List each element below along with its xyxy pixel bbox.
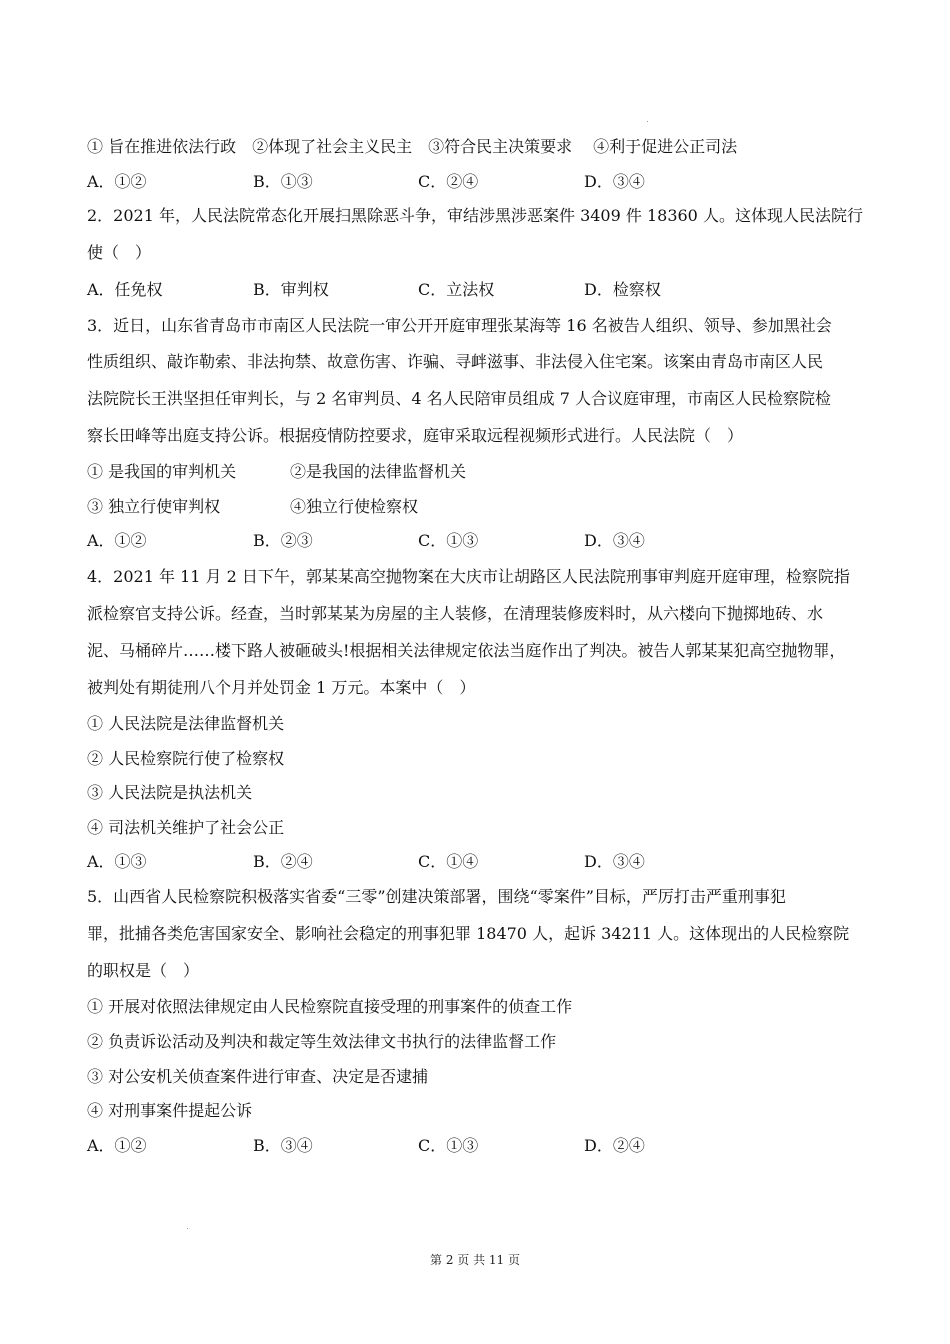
q2-option-d: D．检察权 bbox=[584, 280, 661, 299]
q3-stem-line: 法院院长王洪坚担任审判长，与 2 名审判员、4 名人民陪审员组成 7 人合议庭审理，市南区人民检察院检 bbox=[87, 389, 831, 408]
q2-option-c: C．立法权 bbox=[418, 280, 495, 299]
q4-stem-line: 派检察官支持公诉。经查，当时郭某某为房屋的主人装修，在清理装修废料时，从六楼向下抛掷地砖、水 bbox=[87, 604, 824, 623]
decorative-dot bbox=[647, 121, 648, 122]
q4-stem-line: 4．2021 年 11 月 2 日下午，郭某某高空抛物案在大庆市让胡路区人民法院刑事审判庭开庭审理，检察院指 bbox=[87, 567, 850, 586]
q5-stem-line: 的职权是（ ） bbox=[87, 961, 200, 980]
q1-statements: ① 旨在推进依法行政 ②体现了社会主义民主 ③符合民主决策要求 ④利于促进公正司法 bbox=[87, 137, 738, 156]
q3-stem-line: 3．近日，山东省青岛市市南区人民法院一审公开开庭审理张某海等 16 名被告人组织、领导、参加黑社会 bbox=[87, 316, 832, 335]
q3-statement: ③ 独立行使审判权 bbox=[87, 497, 221, 516]
q5-statement: ④ 对刑事案件提起公诉 bbox=[87, 1101, 253, 1120]
page-number-footer: 第 2 页 共 11 页 bbox=[430, 1253, 520, 1267]
q1-option-d: D．③④ bbox=[584, 172, 645, 191]
q3-option-a: A．①② bbox=[87, 531, 147, 550]
q1-option-b: B．①③ bbox=[253, 172, 313, 191]
q3-option-b: B．②③ bbox=[253, 531, 313, 550]
q5-statement: ③ 对公安机关侦查案件进行审查、决定是否逮捕 bbox=[87, 1067, 429, 1086]
q4-statement: ② 人民检察院行使了检察权 bbox=[87, 749, 285, 768]
q5-option-d: D．②④ bbox=[584, 1136, 645, 1155]
q5-stem-line: 5．山西省人民检察院积极落实省委“三零”创建决策部署，围绕“零案件”目标，严厉打击严重刑事犯 bbox=[87, 887, 786, 906]
q5-option-c: C．①③ bbox=[418, 1136, 479, 1155]
q3-statement: ②是我国的法律监督机关 bbox=[290, 462, 467, 481]
q3-stem-line: 性质组织、敲诈勒索、非法拘禁、故意伤害、诈骗、寻衅滋事、非法侵入住宅案。该案由青岛市南区人民 bbox=[87, 352, 824, 371]
q5-option-b: B．③④ bbox=[253, 1136, 313, 1155]
q4-stem-line: 泥、马桶碎片……楼下路人被砸破头!根据相关法律规定依法当庭作出了判决。被告人郭某某犯高空抛物罪， bbox=[87, 641, 846, 660]
q2-stem-line: 使（ ） bbox=[87, 243, 152, 262]
q4-option-c: C．①④ bbox=[418, 852, 479, 871]
q5-option-a: A．①② bbox=[87, 1136, 147, 1155]
q5-stem-line: 罪，批捕各类危害国家安全、影响社会稳定的刑事犯罪 18470 人，起诉 34211 人。这体现出的人民检察院 bbox=[87, 924, 850, 943]
q3-statement: ④独立行使检察权 bbox=[290, 497, 419, 516]
q4-option-b: B．②④ bbox=[253, 852, 313, 871]
q3-option-c: C．①③ bbox=[418, 531, 479, 550]
q1-option-a: A．①② bbox=[87, 172, 147, 191]
q4-statement: ③ 人民法院是执法机关 bbox=[87, 783, 253, 802]
q4-statement: ④ 司法机关维护了社会公正 bbox=[87, 818, 285, 837]
q2-stem-line: 2．2021 年，人民法院常态化开展扫黑除恶斗争，审结涉黑涉恶案件 3409 件 18360 人。这体现人民法院行 bbox=[87, 206, 863, 225]
q4-statement: ① 人民法院是法律监督机关 bbox=[87, 714, 285, 733]
q3-option-d: D．③④ bbox=[584, 531, 645, 550]
q5-statement: ① 开展对依照法律规定由人民检察院直接受理的刑事案件的侦查工作 bbox=[87, 997, 573, 1016]
q2-option-a: A．任免权 bbox=[87, 280, 163, 299]
q4-stem-line: 被判处有期徒刑八个月并处罚金 1 万元。本案中（ ） bbox=[87, 678, 476, 697]
q3-statement: ① 是我国的审判机关 bbox=[87, 462, 237, 481]
q1-option-c: C．②④ bbox=[418, 172, 479, 191]
decorative-dot bbox=[187, 1228, 188, 1229]
q3-stem-line: 察长田峰等出庭支持公诉。根据疫情防控要求，庭审采取远程视频形式进行。人民法院（ ） bbox=[87, 426, 744, 445]
q5-statement: ② 负责诉讼活动及判决和裁定等生效法律文书执行的法律监督工作 bbox=[87, 1032, 557, 1051]
q4-option-d: D．③④ bbox=[584, 852, 645, 871]
q4-option-a: A．①③ bbox=[87, 852, 147, 871]
q2-option-b: B．审判权 bbox=[253, 280, 329, 299]
